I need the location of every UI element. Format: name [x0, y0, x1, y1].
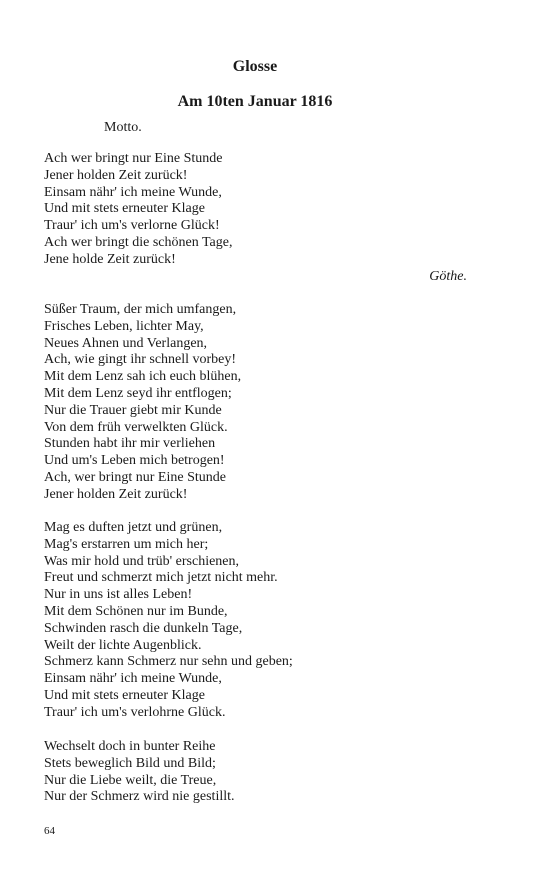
verse-line: Jener holden Zeit zurück!	[44, 486, 188, 502]
page-number: 64	[44, 825, 55, 837]
motto-label: Motto.	[104, 120, 142, 135]
verse-line: Einsam nähr' ich meine Wunde,	[44, 671, 222, 687]
motto-line: Jener holden Zeit zurück!	[44, 167, 188, 183]
verse-line: Mit dem Lenz seyd ihr entflogen;	[44, 385, 232, 401]
verse-line: Und um's Leben mich betrogen!	[44, 453, 225, 469]
verse-line: Traur' ich um's verlohrne Glück.	[44, 704, 226, 720]
stanza-3	[44, 739, 235, 806]
poem-subtitle: Am 10ten Januar 1816	[177, 93, 333, 110]
motto-line: Einsam nähr' ich meine Wunde,	[44, 184, 222, 200]
verse-line: Neues Ahnen und Verlangen,	[44, 335, 208, 351]
verse-line: Weilt der lichte Augenblick.	[44, 637, 202, 653]
verse-line: Von dem früh verwelkten Glück.	[44, 419, 228, 435]
verse-line: Mag's erstarren um mich her;	[44, 536, 209, 552]
verse-line: Nur in uns ist alles Leben!	[44, 587, 193, 603]
verse-line: Schmerz kann Schmerz nur sehn und geben;	[44, 654, 293, 670]
motto-line: Ach wer bringt die schönen Tage,	[44, 234, 233, 250]
verse-line: Nur der Schmerz wird nie gestillt.	[44, 789, 235, 805]
verse-line: Was mir hold und trüb' erschienen,	[44, 553, 240, 569]
verse-line: Ach, wie gingt ihr schnell vorbey!	[44, 352, 237, 368]
motto-author: Göthe.	[429, 269, 467, 284]
motto-stanza	[44, 151, 232, 269]
motto-line: Und mit stets erneuter Klage	[44, 201, 205, 217]
verse-line: Süßer Traum, der mich umfangen,	[44, 302, 237, 317]
verse-line: Ach, wer bringt nur Eine Stunde	[44, 469, 226, 485]
verse-line: Freut und schmerzt mich jetzt nicht mehr.	[44, 570, 278, 586]
verse-line: Frisches Leben, lichter May,	[44, 318, 204, 334]
verse-line: Mag es duften jetzt und grünen,	[44, 520, 223, 535]
verse-line: Mit dem Lenz sah ich euch blühen,	[44, 369, 242, 385]
stanza-2	[44, 520, 293, 722]
poem-title: Glosse	[232, 58, 278, 75]
verse-line: Nur die Liebe weilt, die Treue,	[44, 772, 217, 788]
verse-line: Mit dem Schönen nur im Bunde,	[44, 603, 228, 619]
verse-line: Stunden habt ihr mir verliehen	[44, 436, 216, 452]
verse-line: Stets beweglich Bild und Bild;	[44, 755, 216, 771]
verse-line: Und mit stets erneuter Klage	[44, 687, 205, 703]
verse-line: Schwinden rasch die dunkeln Tage,	[44, 620, 243, 636]
motto-line: Jene holde Zeit zurück!	[44, 251, 176, 267]
motto-line: Ach wer bringt nur Eine Stunde	[44, 151, 223, 166]
verse-line: Nur die Trauer giebt mir Kunde	[44, 402, 222, 418]
stanza-1	[44, 302, 241, 504]
verse-line: Wechselt doch in bunter Reihe	[44, 739, 216, 754]
motto-line: Traur' ich um's verlorne Glück!	[44, 218, 220, 234]
